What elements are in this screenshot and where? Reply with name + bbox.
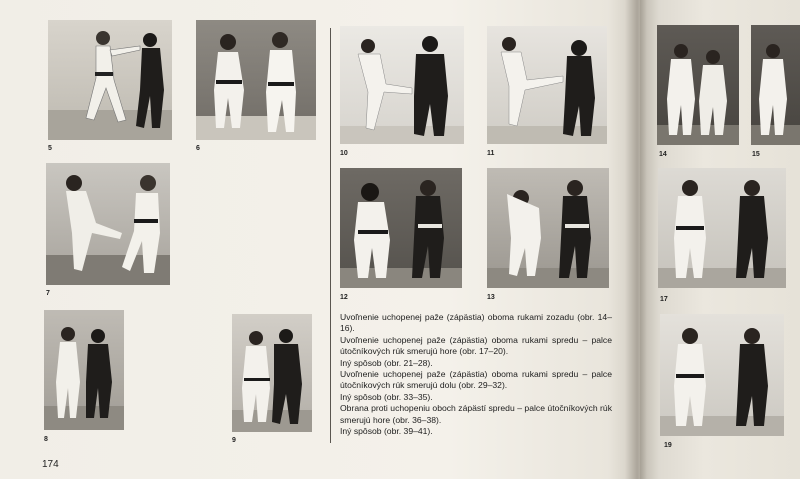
caption-text (340, 312, 612, 437)
photo-7 (46, 163, 170, 285)
figure-number: 11 (487, 150, 495, 157)
figure-number: 12 (340, 294, 348, 301)
figure-number: 5 (48, 145, 52, 152)
caption-line: Iný spôsob (obr. 21–28). (340, 357, 433, 368)
caption-line: Iný spôsob (obr. 39–41). (340, 426, 433, 437)
figure-number: 19 (664, 442, 672, 449)
caption-line: Iný spôsob (obr. 33–35). (340, 391, 433, 402)
photo-17 (658, 168, 786, 288)
photo-9 (232, 314, 312, 432)
photo-15 (751, 25, 800, 145)
figure-number: 15 (752, 151, 760, 158)
caption-line: Obrana proti uchopeniu oboch zápästí spredu – palce útočníkových rúk smerujú hore (obr. 36–38). (340, 403, 612, 425)
caption-line: Uvoľnenie uchopenej paže (zápästia) oboma rukami spredu – palce útočníkových rúk smerujú hore (obr. 17–20). (340, 334, 612, 357)
photo-8 (44, 310, 124, 430)
photo-5 (48, 20, 172, 140)
photo-12 (340, 168, 462, 288)
figure-number: 8 (44, 436, 48, 443)
figure-number: 9 (232, 437, 236, 444)
caption-line: Uvoľnenie uchopenej paže (zápästia) oboma rukami zozadu (obr. 14–16). (340, 312, 612, 334)
photo-13 (487, 168, 609, 288)
page-number: 174 (42, 459, 59, 470)
figure-number: 13 (487, 294, 495, 301)
figure-number: 17 (660, 296, 668, 303)
figure-number: 10 (340, 150, 348, 157)
figure-number: 7 (46, 290, 50, 297)
photo-19 (660, 314, 784, 436)
photo-11 (487, 26, 607, 144)
column-divider (330, 28, 331, 443)
photo-6 (196, 20, 316, 140)
photo-10 (340, 26, 464, 144)
book-gutter (625, 0, 647, 479)
photo-14 (657, 25, 739, 145)
figure-number: 14 (659, 151, 667, 158)
figure-number: 6 (196, 145, 200, 152)
caption-line: Uvoľnenie uchopenej paže (zápästia) oboma rukami spredu – palce útočníkových rúk smerujú dolu (obr. 29–32). (340, 369, 612, 391)
